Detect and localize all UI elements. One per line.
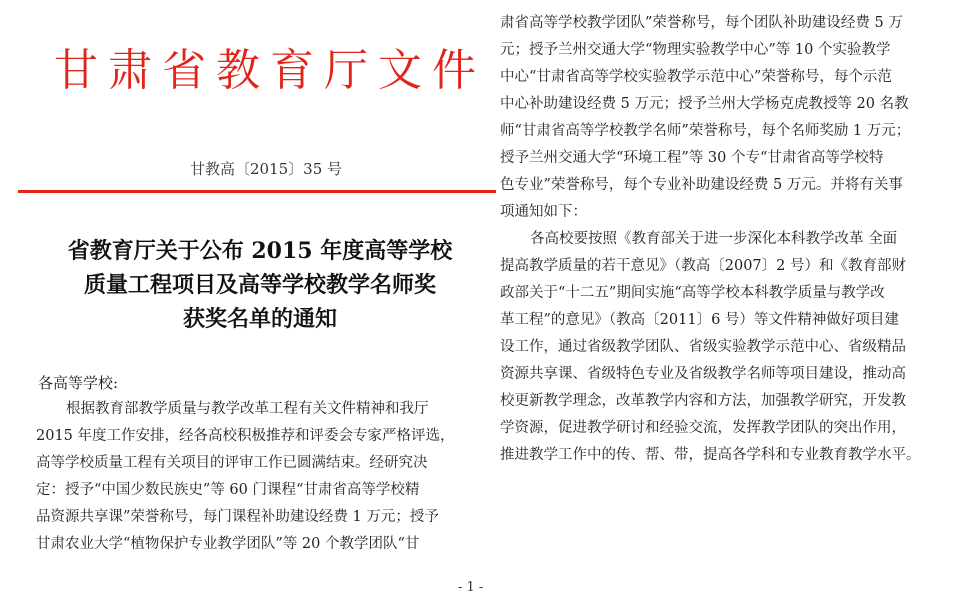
body-line: 根据教育部教学质量与教学改革工程有关文件精神和我厅: [66, 401, 429, 417]
body-line: 甘肃农业大学“植物保护专业教学团队”等 20 个教学团队“甘: [36, 536, 420, 552]
body-line: 资源共享课、省级特色专业及省级教学名师等项目建设，推动高: [500, 366, 906, 382]
left-body-paragraph: [36, 396, 455, 558]
body-line: 色专业”荣誉称号，每个专业补助建设经费 5 万元。并将有关事: [500, 177, 903, 193]
body-line: 师“甘肃省高等学校教学名师”荣誉称号，每个名师奖励 1 万元；: [500, 123, 911, 139]
body-line: 革工程”的意见》（教高〔2011〕6 号）等文件精神做好项目建: [500, 312, 899, 328]
agency-header: 甘肃省教育厅文件: [54, 45, 486, 96]
salutation: 各高等学校:: [38, 374, 119, 392]
body-line: 各高校要按照《教育部关于进一步深化本科教学改革 全面: [530, 231, 898, 247]
page-number: - 1 -: [458, 580, 484, 595]
body-line: 中心“甘肃省高等学校实验教学示范中心”荣誉称号，每个示范: [500, 69, 892, 85]
document-page-right: [497, 0, 979, 613]
body-line: 元；授予兰州交通大学“物理实验教学中心”等 10 个实验教学: [500, 42, 891, 58]
body-line: 定：授予“中国少数民族史”等 60 门课程“甘肃省高等学校精: [36, 482, 420, 498]
body-line: 肃省高等学校教学团队”荣誉称号，每个团队补助建设经费 5 万: [500, 15, 903, 31]
body-line: 中心补助建设经费 5 万元；授予兰州大学杨克虎教授等 20 名教: [500, 96, 909, 112]
body-line: 提高教学质量的若干意见》（教高〔2007〕2 号）和《教育部财: [500, 258, 906, 274]
body-line: 高等学校质量工程有关项目的评审工作已圆满结束。经研究决: [36, 455, 428, 471]
document-title: [60, 234, 460, 336]
document-number: 甘教高〔2015〕35 号: [190, 160, 343, 178]
body-line: 学资源，促进教学研讨和经验交流，发挥教学团队的突出作用，: [500, 420, 906, 436]
right-body-text: [500, 10, 921, 469]
body-line: 政部关于“十二五”期间实施“高等学校本科教学质量与教学改: [500, 285, 885, 301]
title-line-3: 获奖名单的通知: [182, 306, 337, 332]
body-line: 校更新教学理念，改革教学内容和方法，加强教学研究，开发教: [500, 393, 906, 409]
red-divider-line: [18, 190, 496, 193]
body-line: 推进教学工作中的传、帮、带，提高各学科和专业教育教学水平。: [500, 447, 921, 463]
body-line: 2015 年度工作安排，经各高校积极推荐和评委会专家严格评选，: [36, 428, 455, 444]
body-line: 设工作，通过省级教学团队、省级实验教学示范中心、省级精品: [500, 339, 906, 355]
body-line: 品资源共享课”荣誉称号，每门课程补助建设经费 1 万元；授予: [36, 509, 439, 525]
body-line: 项通知如下：: [500, 204, 587, 220]
title-line-2: 质量工程项目及高等学校教学名师奖: [83, 272, 436, 298]
title-line-1: 省教育厅关于公布 2015 年度高等学校: [67, 238, 453, 264]
body-line: 授予兰州交通大学“环境工程”等 30 个专“甘肃省高等学校特: [500, 150, 884, 166]
